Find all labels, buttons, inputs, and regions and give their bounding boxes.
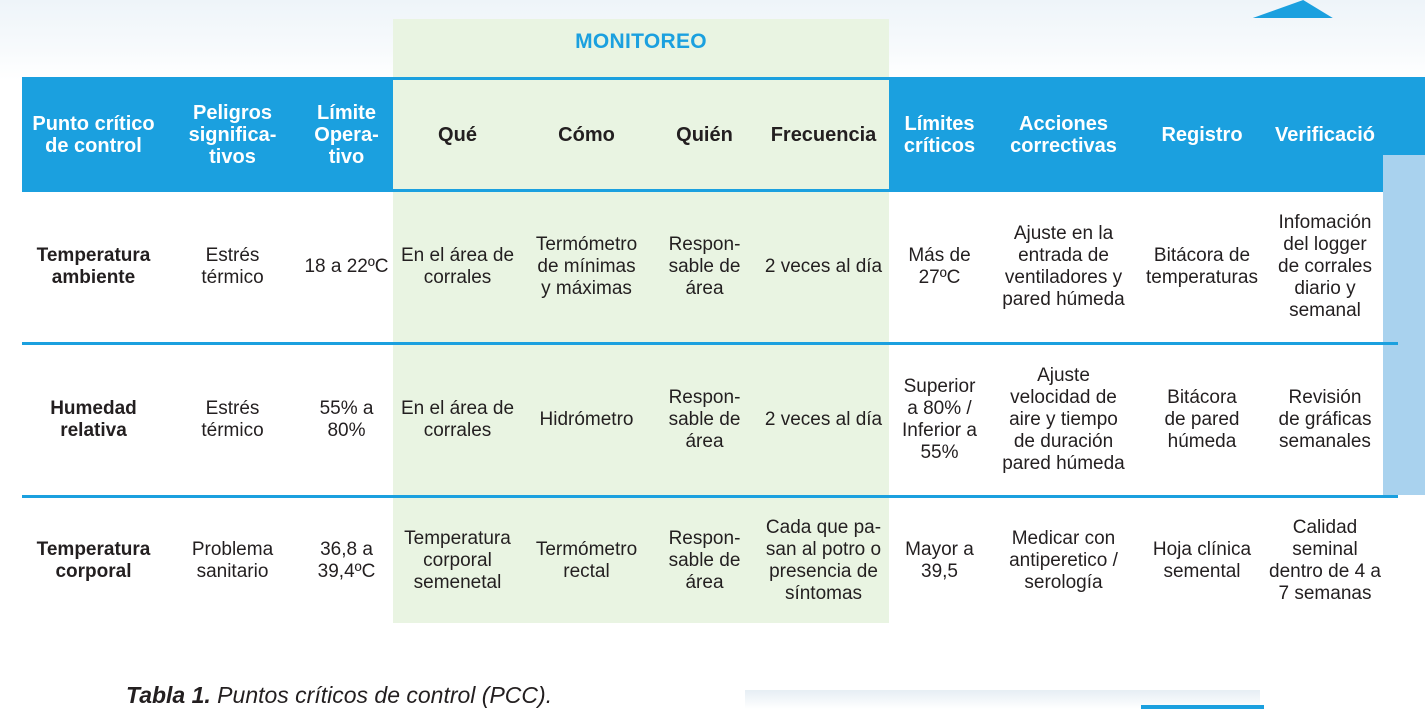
column-header-acciones-correctivas: Acciones correctivas — [1010, 112, 1117, 157]
column-header-verificacio: Verificació — [1274, 123, 1376, 146]
table-cell: Revisión de gráficas semanales — [1278, 387, 1372, 452]
table-cell: 36,8 a 39,4ºC — [317, 538, 376, 582]
column-header-que: Qué — [438, 123, 477, 146]
caption-label: Tabla 1. — [126, 682, 211, 708]
column-header-peligros-significa-tivos: Peligros significa- tivos — [188, 101, 277, 168]
table-cell: Medicar con antiperetico / serología — [1009, 527, 1118, 593]
row-header-cell: Humedad relativa — [50, 398, 137, 441]
row-header-cell: Temperatura corporal — [36, 538, 151, 582]
table-cell: Respon- sable de área — [668, 387, 741, 452]
table-cell: Respon- sable de área — [668, 527, 741, 593]
table-cell: 2 veces al día — [764, 409, 883, 430]
column-header-limites-criticos: Límites críticos — [903, 112, 976, 157]
row-divider — [22, 342, 1398, 345]
table-cell: Estrés térmico — [201, 245, 264, 288]
table-cell: 55% a 80% — [319, 398, 374, 441]
side-decorative-panel — [1383, 155, 1425, 495]
table-cell: Termómetro de mínimas y máximas — [535, 234, 638, 299]
bottom-accent-line — [1141, 705, 1264, 709]
table-cell: Hoja clínica semental — [1152, 538, 1252, 582]
table-cell: 2 veces al día — [764, 256, 883, 277]
column-header-punto-critico-de-control: Punto crítico de control — [32, 112, 155, 157]
table-cell: Hidrómetro — [539, 409, 634, 430]
table-cell: Mayor a 39,5 — [905, 538, 974, 582]
table-cell: Estrés térmico — [201, 398, 264, 441]
row-header-cell: Temperatura ambiente — [36, 245, 151, 288]
table-cell: Temperatura corporal semenetal — [404, 527, 511, 593]
table-cell: Infomación del logger de corrales diario y semanal — [1278, 212, 1372, 321]
decorative-arrow-shape — [1253, 0, 1343, 18]
table-cell: Calidad seminal dentro de 4 a 7 semanas — [1269, 516, 1381, 604]
table-cell: En el área de corrales — [400, 398, 515, 441]
table-cell: Ajuste en la entrada de ventiladores y pared húmeda — [1002, 223, 1125, 310]
table-cell: Bitácora de temperaturas — [1146, 245, 1258, 288]
column-header-registro: Registro — [1161, 123, 1243, 146]
column-header-quien: Quién — [676, 123, 733, 146]
row-divider — [22, 495, 1398, 498]
table-cell: 18 a 22ºC — [304, 256, 389, 277]
column-header-como: Cómo — [558, 123, 615, 146]
caption-text: Puntos críticos de control (PCC). — [210, 682, 553, 708]
table-cell: Cada que pa- san al potro o presencia de síntomas — [765, 516, 882, 604]
monitoring-title: MONITOREO — [575, 30, 707, 53]
table-cell: Ajuste velocidad de aire y tiempo de duración pared húmeda — [1002, 365, 1125, 474]
table-cell: En el área de corrales — [400, 245, 515, 288]
table-caption — [126, 682, 552, 709]
table-cell: Problema sanitario — [191, 538, 274, 582]
table-cell: Termómetro rectal — [535, 538, 638, 582]
column-header-limite-opera-tivo: Límite Opera- tivo — [314, 101, 379, 168]
table-cell: Respon- sable de área — [668, 234, 741, 299]
table-cell: Más de 27ºC — [908, 245, 971, 288]
table-cell: Bitácora de pared húmeda — [1164, 387, 1240, 452]
column-header-frecuencia: Frecuencia — [770, 123, 877, 146]
table-cell: Superior a 80% / Inferior a 55% — [902, 376, 977, 463]
